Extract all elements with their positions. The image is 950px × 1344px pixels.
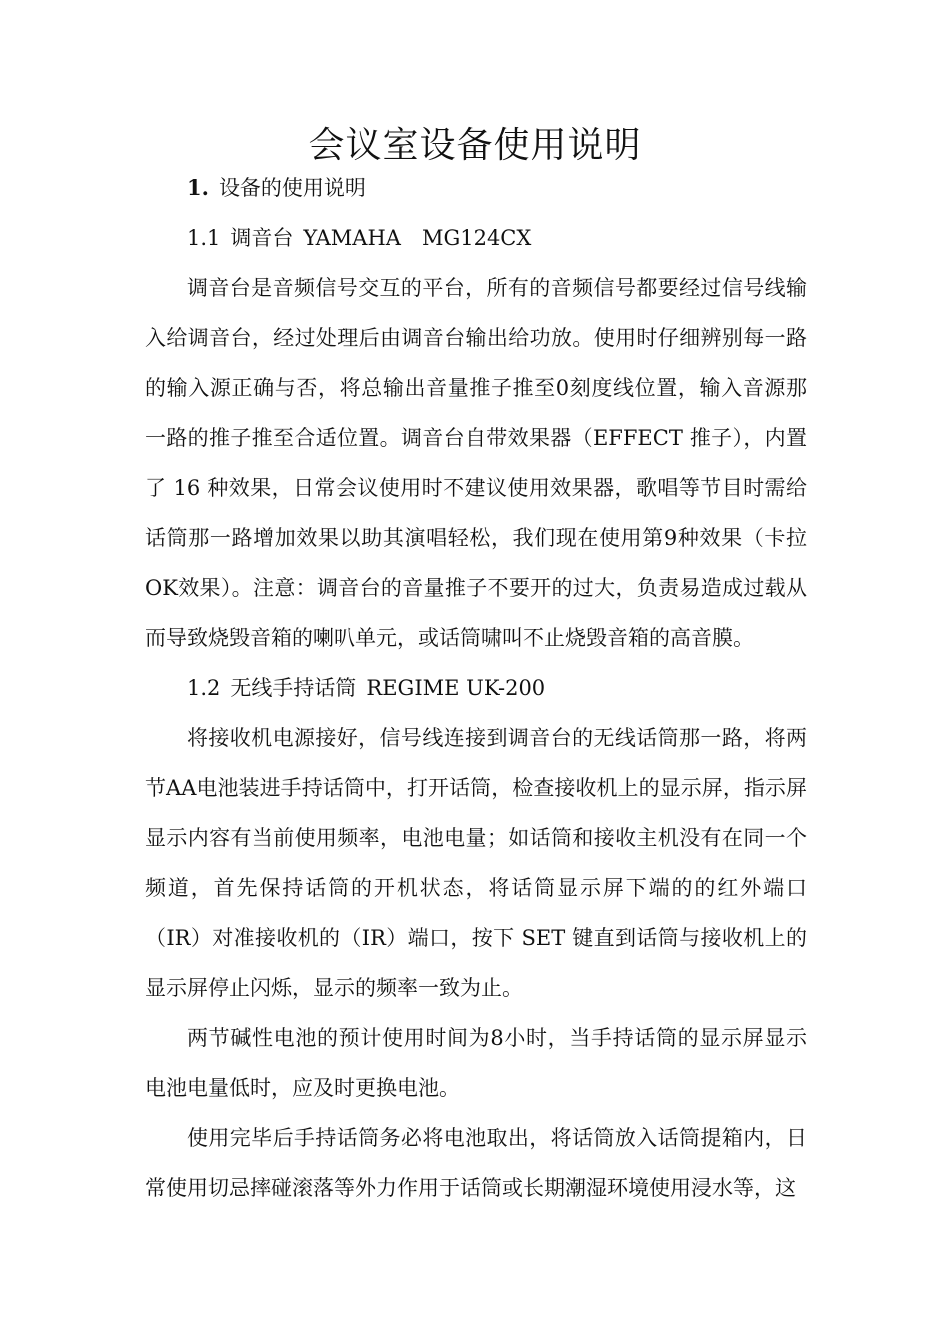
document-title: 会议室设备使用说明 xyxy=(308,125,642,167)
section-1-1-model: YAMAHA MG124CX xyxy=(303,226,532,250)
section-1-2-paragraph: 将接收机电源接好，信号线连接到调音台的无线话筒那一路，将两节AA电池装进手持话筒中，打开话筒，检查接收机上的显示屏，指示屏显示内容有当前使用频率，电池电量；如话筒和接收主机没有在同一个频道，首先保持话筒的开机状态，将话筒显示屏下端的的红外端口（IR）对准接收机的（IR）端口，按下 SET 键直到话筒与接收机上的显示屏停止闪烁，显示的频率一致为止。 xyxy=(145,726,807,1000)
section-1-heading xyxy=(145,163,807,213)
document-body xyxy=(145,163,807,1213)
section-1-1-heading xyxy=(145,213,807,263)
section-1-2-heading xyxy=(145,663,807,713)
section-1-1-number: 1.1 xyxy=(187,226,221,250)
section-1-2-paragraph: 使用完毕后手持话筒务必将电池取出，将话筒放入话筒提箱内，日常使用切忌摔碰滚落等外力作用于话筒或长期潮湿环境使用浸水等，这 xyxy=(145,1126,807,1200)
section-1-1-paragraph: 调音台是音频信号交互的平台，所有的音频信号都要经过信号线输入给调音台，经过处理后由调音台输出给功放。使用时仔细辨别每一路的输入源正确与否，将总输出音量推子推至0刻度线位置，输入音源那一路的推子推至合适位置。调音台自带效果器（EFFECT 推子），内置了 16 种效果，日常会议使用时不建议使用效果器，歌唱等节目时需给话筒那一路增加效果以助其演唱轻松，我们现在使用第9种效果（卡拉OK效果）。注意：调音台的音量推子不要开的过大，负责易造成过载从而导致烧毁音箱的喇叭单元，或话筒啸叫不止烧毁音箱的高音膜。 xyxy=(145,276,807,650)
section-1-2-title: 无线手持话筒 xyxy=(230,676,357,700)
section-1-1-title: 调音台 xyxy=(230,226,294,250)
section-1-2-number: 1.2 xyxy=(187,676,221,700)
section-1-2-paragraph: 两节碱性电池的预计使用时间为8小时，当手持话筒的显示屏显示电池电量低时，应及时更换电池。 xyxy=(145,1026,807,1100)
section-1-title: 设备的使用说明 xyxy=(218,176,366,200)
section-1-2-model: REGIME UK-200 xyxy=(366,676,546,700)
section-1-number: 1. xyxy=(187,175,209,200)
